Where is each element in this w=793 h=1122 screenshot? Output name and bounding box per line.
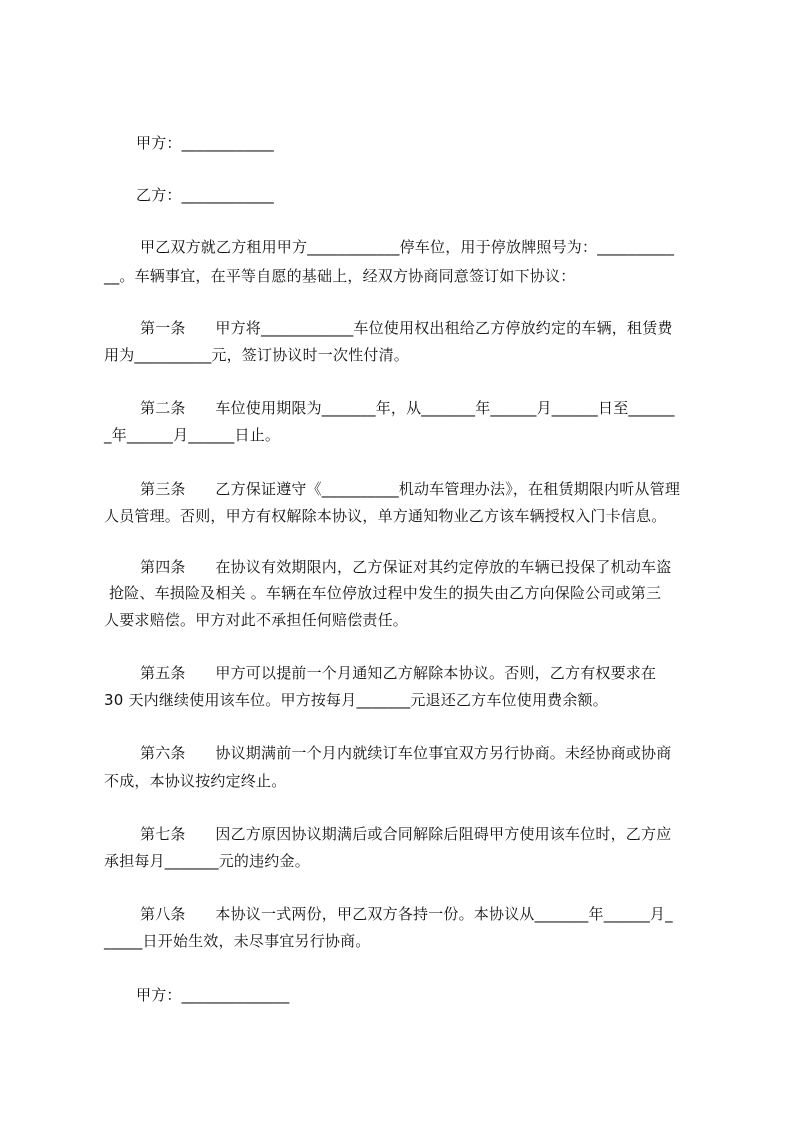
article-7-line-1: 第七条 因乙方原因协议期满后或合同解除后阻碍甲方使用该车位时，乙方应 xyxy=(140,825,672,843)
article-7-line-2: 承担每月_______元的违约金。 xyxy=(104,852,310,870)
intro-line-1: 甲乙双方就乙方租用甲方____________停车位，用于停放牌照号为：__________ xyxy=(140,238,675,256)
article-1-line-2: 用为__________元，签订协议时一次性付清。 xyxy=(104,346,410,364)
party-a-line: 甲方：____________ xyxy=(136,134,275,152)
article-4-line-2: 抢险、车损险及相关 。车辆在车位停放过程中发生的损失由乙方向保险公司或第三 xyxy=(104,584,662,602)
article-5-line-2: 30 天内继续使用该车位。甲方按每月_______元退还乙方车位使用费余额。 xyxy=(104,691,608,709)
party-b-line: 乙方：____________ xyxy=(136,186,275,204)
article-6-line-1: 第六条 协议期满前一个月内就续订车位事宜双方另行协商。未经协商或协商 xyxy=(140,744,672,762)
party-a-signature-line: 甲方：______________ xyxy=(136,986,290,1004)
article-6-line-2: 不成，本协议按约定终止。 xyxy=(104,772,287,790)
article-4-line-3: 人要求赔偿。甲方对此不承担任何赔偿责任。 xyxy=(104,611,409,629)
article-4-line-1: 第四条 在协议有效期限内，乙方保证对其约定停放的车辆已投保了机动车盗 xyxy=(140,558,672,576)
intro-line-2: __。车辆事宜，在平等自愿的基础上，经双方协商同意签订如下协议： xyxy=(104,267,576,285)
article-2-line-2: _年______月______日止。 xyxy=(104,426,281,444)
article-8-line-1: 第八条 本协议一式两份，甲乙双方各持一份。本协议从_______年______月_ xyxy=(140,905,673,923)
article-3-line-1: 第三条 乙方保证遵守《__________机动车管理办法》，在租赁期限内听从管理 xyxy=(140,480,681,498)
article-8-line-2: _____日开始生效，未尽事宜另行协商。 xyxy=(104,932,371,950)
article-3-line-2: 人员管理。否则，甲方有权解除本协议，单方通知物业乙方该车辆授权入门卡信息。 xyxy=(104,507,667,525)
article-5-line-1: 第五条 甲方可以提前一个月通知乙方解除本协议。否则，乙方有权要求在 xyxy=(140,664,657,682)
article-1-line-1: 第一条 甲方将____________车位使用权出租给乙方停放约定的车辆，租赁费 xyxy=(140,319,673,337)
article-2-line-1: 第二条 车位使用期限为_______年，从_______年______月______日至______ xyxy=(140,399,675,417)
